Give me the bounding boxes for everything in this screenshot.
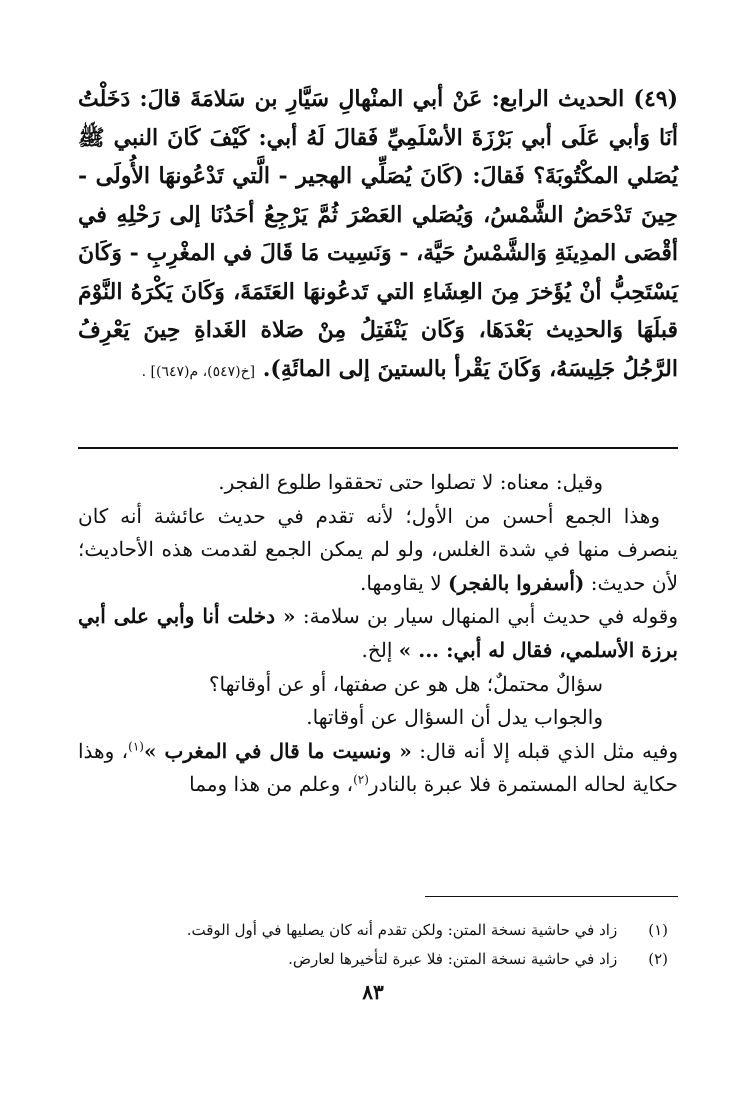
footnote (78, 945, 678, 974)
section-divider (78, 447, 678, 449)
commentary-block (78, 466, 678, 802)
footnote-text: زاد في حاشية نسخة المتن: ولكن تقدم أنه كان يصليها في أول الوقت. (186, 921, 618, 939)
footnotes (78, 916, 678, 974)
hadith-citation: [خ(٥٤٧)، م(٦٤٧)] . (141, 363, 256, 380)
commentary-paragraph: وقيل: معناه: لا تصلوا حتى تحققوا طلوع الفجر. (218, 470, 603, 494)
commentary-paragraph: سؤالٌ محتملٌ؛ هل هو عن صفتها، أو عن أوقاتها؟ (208, 671, 603, 696)
commentary-paragraph: وقوله في حديث أبي المنهال سيار بن سلامة: « دخلت أنا وأبي على أبي برزة الأسلمي، فقال له أبي: ... » إلخ. (78, 604, 679, 662)
footnote-number: (١) (648, 921, 668, 939)
quoted-hadith: (أسفروا بالفجر) (447, 570, 585, 595)
commentary-paragraph: وفيه مثل الذي قبله إلا أنه قال: « ونسيت ما قال في المغرب »$^{(١)}$، وهذا حكاية لحاله المستمرة فلا عبرة بالنادر$^{(٢)}$، وعلم من هذا ومما (78, 738, 679, 797)
commentary-paragraph: وهذا الجمع أحسن من الأول؛ لأنه تقدم في حديث عائشة أنه كان ينصرف منها في شدة الغلس، ولو لم يمكن الجمع لقدمت هذه الأحاديث؛ لأن حديث: (أسفروا بالفجر) لا يقاومها. (78, 503, 678, 595)
quoted-hadith: « دخلت أنا وأبي على أبي برزة الأسلمي، فقال له أبي: ... » (78, 604, 678, 662)
commentary-paragraph: والجواب يدل أن السؤال عن أوقاتها. (306, 705, 603, 730)
footnote-ref[interactable]: (١) (128, 739, 144, 754)
quoted-hadith: « ونسيت ما قال في المغرب » (143, 738, 412, 763)
footnote-ref[interactable]: (٢) (353, 772, 369, 787)
footnote-divider (425, 896, 678, 897)
hadith-text-block (78, 80, 678, 391)
hadith-text: (٤٩) الحديث الرابع: عَنْ أبي المنْهالِ سَيَّارِ بن سَلامَةَ قالَ: دَخَلْتُ أنَا وَأبي عَلَى أبي بَرْزَةَ الأسْلَمِيِّ فَقالَ لَهُ أبي: كَيْفَ كَانَ النبي ﷺ يُصَلي المكْتُوبَةَ؟ فَقالَ: (كَانَ يُصَلِّي الهجير - الَّتي تَدْعُونهَا الأُولَى - حِينَ تَدْحَضُ الشَّمْسُ، وَيُصَلي العَصْرَ ثُمَّ يَرْجِعُ أحَدُنَا إلى رَحْلِهِ في أقْصَى المدِينَةِ وَالشَّمْسُ حَيَّة، - وَنَسِيت مَا قَالَ في المغْرِبِ - وَكَانَ يَسْتَحِبُّ أنْ يُؤَخرَ مِنَ العِشَاءِ التي تَدعُونهَا العَتَمَةَ، وَكَانَ يَكْرَهُ النَّوْمَ قبلَهَا وَالحدِيث بَعْدَهَا، وَكَان يَنْفَتِلُ مِنْ صَلاة الغَداةِ حِينَ يَعْرِفُ الرَّجُلُ جَلِيسَهُ، وَكَانَ يَقْرأ بالستينَ إلى المائَةِ). (78, 86, 678, 382)
page-number: ٨٣ (362, 980, 384, 1004)
footnote-text: زاد في حاشية نسخة المتن: فلا عبرة لتأخيرها لعارض. (288, 950, 618, 968)
footnote (78, 916, 678, 945)
footnote-number: (٢) (648, 950, 668, 968)
